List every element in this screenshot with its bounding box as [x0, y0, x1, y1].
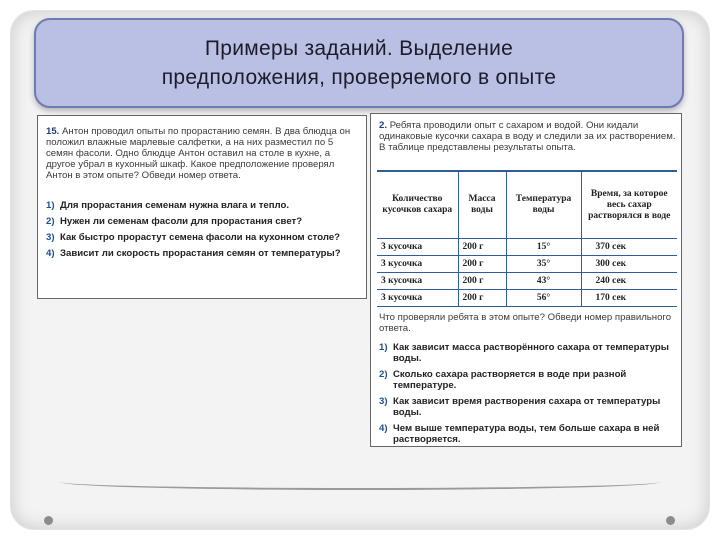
table-row [377, 256, 677, 273]
option-text: Как зависит масса растворённого сахара от температуры воды. [393, 342, 669, 364]
option-text: Для прорастания семенам нужна влага и тепло. [60, 200, 290, 211]
column-header-water-temperature: Температура воды [506, 172, 581, 239]
table-row [377, 239, 677, 256]
task-15-number: 15. [46, 126, 60, 137]
table-row [377, 290, 677, 307]
option-number: 1) [379, 342, 388, 353]
table-cell: 43° [506, 273, 581, 290]
option-number: 4) [379, 423, 388, 434]
task-15-options [46, 200, 362, 264]
task-2-option-1[interactable] [379, 342, 677, 364]
task-2-option-3[interactable] [379, 396, 677, 418]
slide-title [162, 34, 557, 92]
table-cell: 200 г [458, 239, 506, 256]
table-cell: 370 сек [581, 239, 677, 256]
option-text: Как зависит время растворения сахара от температуры воды. [393, 396, 661, 418]
option-number: 3) [46, 232, 55, 243]
option-number: 3) [379, 396, 388, 407]
title-banner [34, 18, 684, 108]
option-text: Сколько сахара растворяется в воде при разной температуре. [393, 369, 627, 391]
task-15-panel [37, 115, 367, 299]
option-number: 2) [46, 216, 55, 227]
table-cell: 3 кусочка [377, 256, 458, 273]
option-number: 4) [46, 248, 55, 259]
task-2-options [379, 342, 677, 450]
task-2-panel [370, 113, 682, 447]
decorative-dot-left [44, 516, 53, 525]
table-cell: 240 сек [581, 273, 677, 290]
table-cell: 56° [506, 290, 581, 307]
table-cell: 200 г [458, 256, 506, 273]
task-2-question: Что проверяли ребята в этом опыте? Обведи номер правильного ответа. [379, 312, 672, 334]
decorative-dot-right [666, 516, 675, 525]
slide-title-line-1: Примеры заданий. Выделение [204, 37, 514, 60]
experiment-table [377, 172, 677, 307]
table-cell: 3 кусочка [377, 290, 458, 307]
slide-title-line-2: предположения, проверяемого в опыте [161, 66, 557, 89]
option-number: 2) [379, 369, 388, 380]
column-header-dissolve-time: Время, за которое весь сахар растворялся в воде [581, 172, 677, 239]
task-2-option-4[interactable] [379, 423, 677, 445]
table-row [377, 273, 677, 290]
column-header-pieces: Количество кусочков сахара [377, 172, 458, 239]
option-number: 1) [46, 200, 55, 211]
task-15-option-1[interactable] [46, 200, 362, 211]
task-15-text: Антон проводил опыты по прорастанию семян. В два блюдца он положил влажные марлевые салфетки, а на них разместил по 5 семян фасоли. Одно блюдце Антон оставил на столе в кухне, а другое убрал в кухонный шкаф. Какое предположение проверял Антон в этом опыте? Обведи номер ответа. [46, 126, 351, 181]
table-cell: 200 г [458, 273, 506, 290]
task-2-number: 2. [379, 120, 388, 131]
option-text: Чем выше температура воды, тем больше сахара в ней растворяется. [393, 423, 660, 445]
task-15-option-2[interactable] [46, 216, 362, 227]
table-header-row [377, 172, 677, 239]
option-text: Как быстро прорастут семена фасоли на кухонном столе? [60, 232, 341, 243]
option-text: Зависит ли скорость прорастания семян от температуры? [60, 248, 341, 259]
task-15-option-4[interactable] [46, 248, 362, 259]
table-cell: 15° [506, 239, 581, 256]
table-cell: 35° [506, 256, 581, 273]
task-15-option-3[interactable] [46, 232, 362, 243]
table-cell: 170 сек [581, 290, 677, 307]
task-2-intro [379, 120, 677, 153]
table-cell: 3 кусочка [377, 273, 458, 290]
task-2-text: Ребята проводили опыт с сахаром и водой. Они кидали одинаковые кусочки сахара в воду и следили за их растворением. В таблице представлены результаты опыта. [379, 120, 676, 153]
table-cell: 3 кусочка [377, 239, 458, 256]
task-15-intro [46, 126, 362, 181]
option-text: Нужен ли семенам фасоли для прорастания свет? [60, 216, 303, 227]
task-2-option-2[interactable] [379, 369, 677, 391]
table-cell: 200 г [458, 290, 506, 307]
table-cell: 300 сек [581, 256, 677, 273]
slide-decorative-curve [60, 474, 660, 490]
column-header-water-mass: Масса воды [458, 172, 506, 239]
